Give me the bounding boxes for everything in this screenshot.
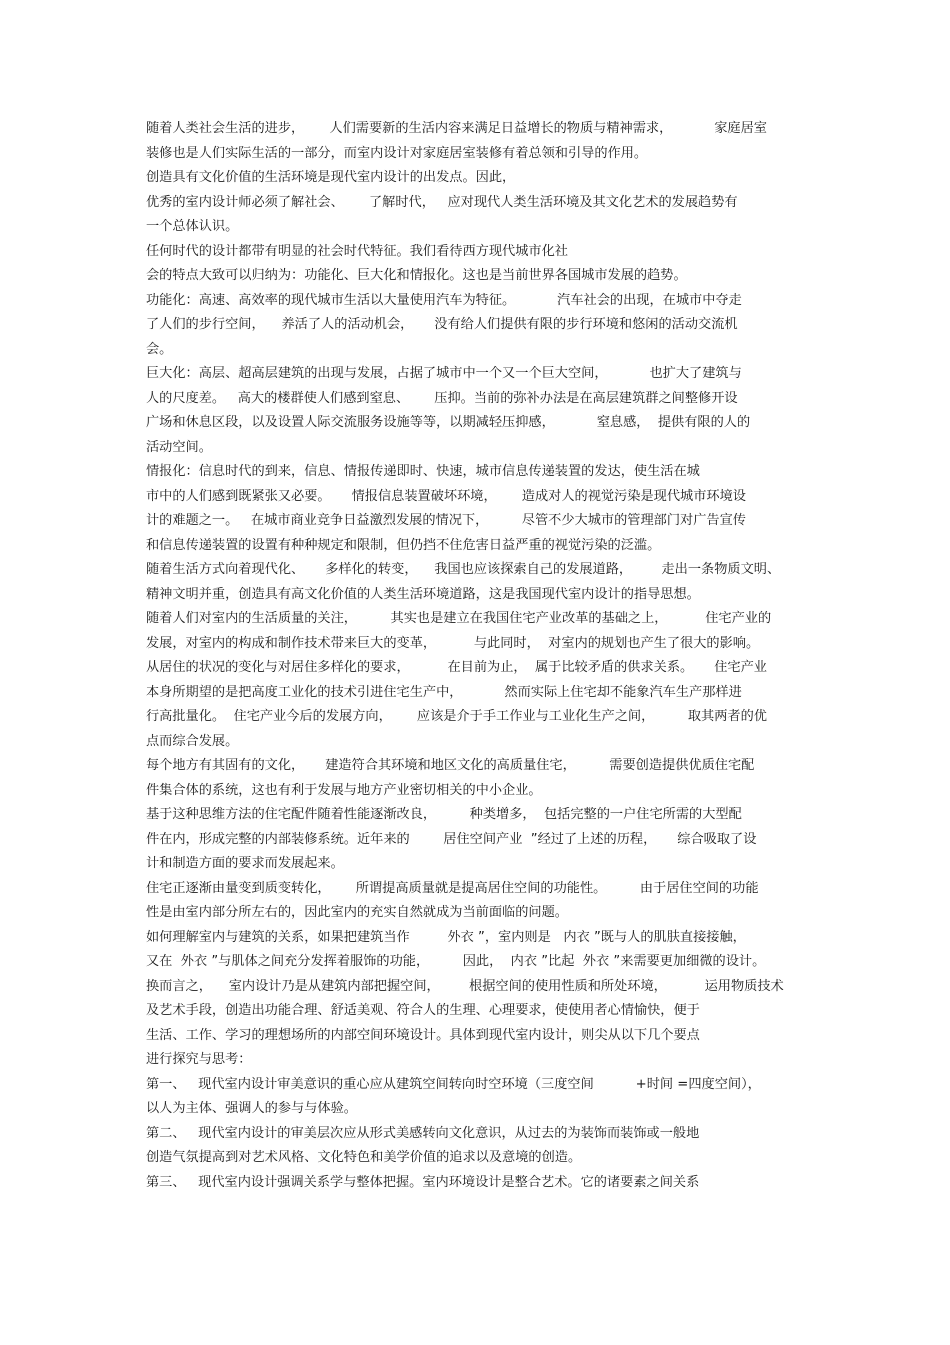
text-line: 每个地方有其固有的文化， 建造符合其环境和地区文化的高质量住宅， 需要创造提供优质住宅配 <box>146 758 755 773</box>
text-line: 又在 外衣 ”与肌体之间充分发挥着服饰的功能， 因此， 内衣 ”比起 外衣 ”来需要更加细微的设计。 <box>146 954 766 969</box>
text-line: 任何时代的设计都带有明显的社会时代特征。我们看待西方现代城市化社 <box>146 243 568 259</box>
text-line: 如何理解室内与建筑的关系，如果把建筑当作 外衣 ”，室内则是 内衣 ”既与人的肌肤直接接触， <box>146 929 746 945</box>
text-line: 精神文明并重，创造具有高文化价值的人类生活环境道路，这是我国现代室内设计的指导思想。 <box>146 586 700 602</box>
text-line: 装修也是人们实际生活的一部分，而室内设计对家庭居室装修有着总领和引导的作用。 <box>146 145 648 161</box>
text-line: 随着人们对室内的生活质量的关注， 其实也是建立在我国住宅产业改革的基础之上， 住宅产业的 <box>146 611 772 626</box>
text-line: 随着生活方式向着现代化、 多样化的转变， 我国也应该探索自己的发展道路， 走出一条物质文明、 <box>146 562 781 577</box>
text-line: 本身所期望的是把高度工业化的技术引进住宅生产中， 然而实际上住宅却不能象汽车生产那样进 <box>146 684 742 700</box>
text-line: 住宅正逐渐由量变到质变转化， 所谓提高质量就是提高居住空间的功能性。 由于居住空间的功能 <box>146 880 759 896</box>
text-line: 市中的人们感到既紧张又必要。 情报信息装置破坏环境， 造成对人的视觉污染是现代城市环境设 <box>146 488 746 504</box>
text-line: 第三、 现代室内设计强调关系学与整体把握。室内环境设计是整合艺术。它的诸要素之间关系 <box>146 1174 700 1190</box>
text-line: 巨大化：高层、超高层建筑的出现与发展，占据了城市中一个又一个巨大空间， 也扩大了建筑与 <box>146 366 742 381</box>
text-line: 换而言之， 室内设计乃是从建筑内部把握空间， 根据空间的使用性质和所处环境， 运用物质技术 <box>146 978 784 994</box>
text-line: 性是由室内部分所左右的，因此室内的充实自然就成为当前面临的问题。 <box>146 905 568 920</box>
text-line: 优秀的室内设计师必须了解社会、 了解时代， 应对现代人类生活环境及其文化艺术的发展趋势有 <box>146 194 738 210</box>
text-line: 情报化：信息时代的到来，信息、情报传递即时、快速，城市信息传递装置的发达，使生活在城 <box>146 464 700 479</box>
text-line: 第一、 现代室内设计审美意识的重心应从建筑空间转向时空环境（三度空间 +时间 =四度空间）， <box>146 1076 761 1092</box>
text-line: 活动空间。 <box>146 439 212 455</box>
text-line: 以人为主体、强调人的参与与体验。 <box>146 1101 357 1116</box>
text-line: 一个总体认识。 <box>146 219 239 234</box>
text-line: 计的难题之一。 在城市商业竞争日益激烈发展的情况下， 尽管不少大城市的管理部门对广告宣传 <box>146 513 746 528</box>
text-line: 和信息传递装置的设置有种种规定和限制，但仍挡不住危害日益严重的视觉污染的泛滥。 <box>146 537 661 553</box>
text-line: 人的尺度差。 高大的楼群使人们感到窒息、 压抑。当前的弥补办法是在高层建筑群之间整修开设 <box>146 390 738 406</box>
text-line: 件集合体的系统，这也有利于发展与地方产业密切相关的中小企业。 <box>146 782 542 798</box>
text-line: 点而综合发展。 <box>146 733 239 749</box>
text-line: 件在内，形成完整的内部装修系统。近年来的 居住空间产业 ”经过了上述的历程， 综合吸取了设 <box>146 831 757 847</box>
text-line: 生活、工作、学习的理想场所的内部空间环境设计。具体到现代室内设计，则尖从以下几个要点 <box>146 1027 700 1043</box>
text-line: 了人们的步行空间， 养活了人的活动机会， 没有给人们提供有限的步行环境和悠闲的活动交流机 <box>146 317 738 332</box>
text-line: 进行探究与思考： <box>146 1052 252 1067</box>
text-line: 及艺术手段，创造出功能合理、舒适美观、符合人的生理、心理要求，使使用者心情愉快，便于 <box>146 1003 700 1018</box>
text-line: 计和制造方面的要求而发展起来。 <box>146 856 344 871</box>
text-line: 从居住的状况的变化与对居住多样化的要求， 在目前为止， 属于比较矛盾的供求关系。 住宅产业 <box>146 660 767 675</box>
text-line: 广场和休息区段，以及设置人际交流服务设施等等，以期减轻压抑感， 窒息感， 提供有限的人的 <box>146 415 751 430</box>
text-line: 创造气氛提高到对艺术风格、文化特色和美学价值的追求以及意境的创造。 <box>146 1150 582 1165</box>
document-body <box>146 117 836 1195</box>
text-line: 第二、 现代室内设计的审美层次应从形式美感转向文化意识，从过去的为装饰而装饰或一般地 <box>146 1125 700 1141</box>
text-line: 随着人类社会生活的进步， 人们需要新的生活内容来满足日益增长的物质与精神需求， 家庭居室 <box>146 121 767 136</box>
text-line: 基于这种思维方法的住宅配件随着性能逐渐改良， 种类增多， 包括完整的一户住宅所需的大型配 <box>146 807 742 822</box>
text-line: 发展，对室内的构成和制作技术带来巨大的变革， 与此同时， 对室内的规划也产生了很大的影响。 <box>146 635 760 651</box>
text-line: 会的特点大致可以归纳为：功能化、巨大化和情报化。这也是当前世界各国城市发展的趋势。 <box>146 268 687 283</box>
text-line: 功能化：高速、高效率的现代城市生活以大量使用汽车为特征。 汽车社会的出现，在城市中夺走 <box>146 292 742 308</box>
text-line: 行高批量化。 住宅产业今后的发展方向， 应该是介于手工作业与工业化生产之间， 取其两者的优 <box>146 709 767 724</box>
text-line: 创造具有文化价值的生活环境是现代室内设计的出发点。因此， <box>146 170 516 185</box>
text-line: 会。 <box>146 341 173 357</box>
